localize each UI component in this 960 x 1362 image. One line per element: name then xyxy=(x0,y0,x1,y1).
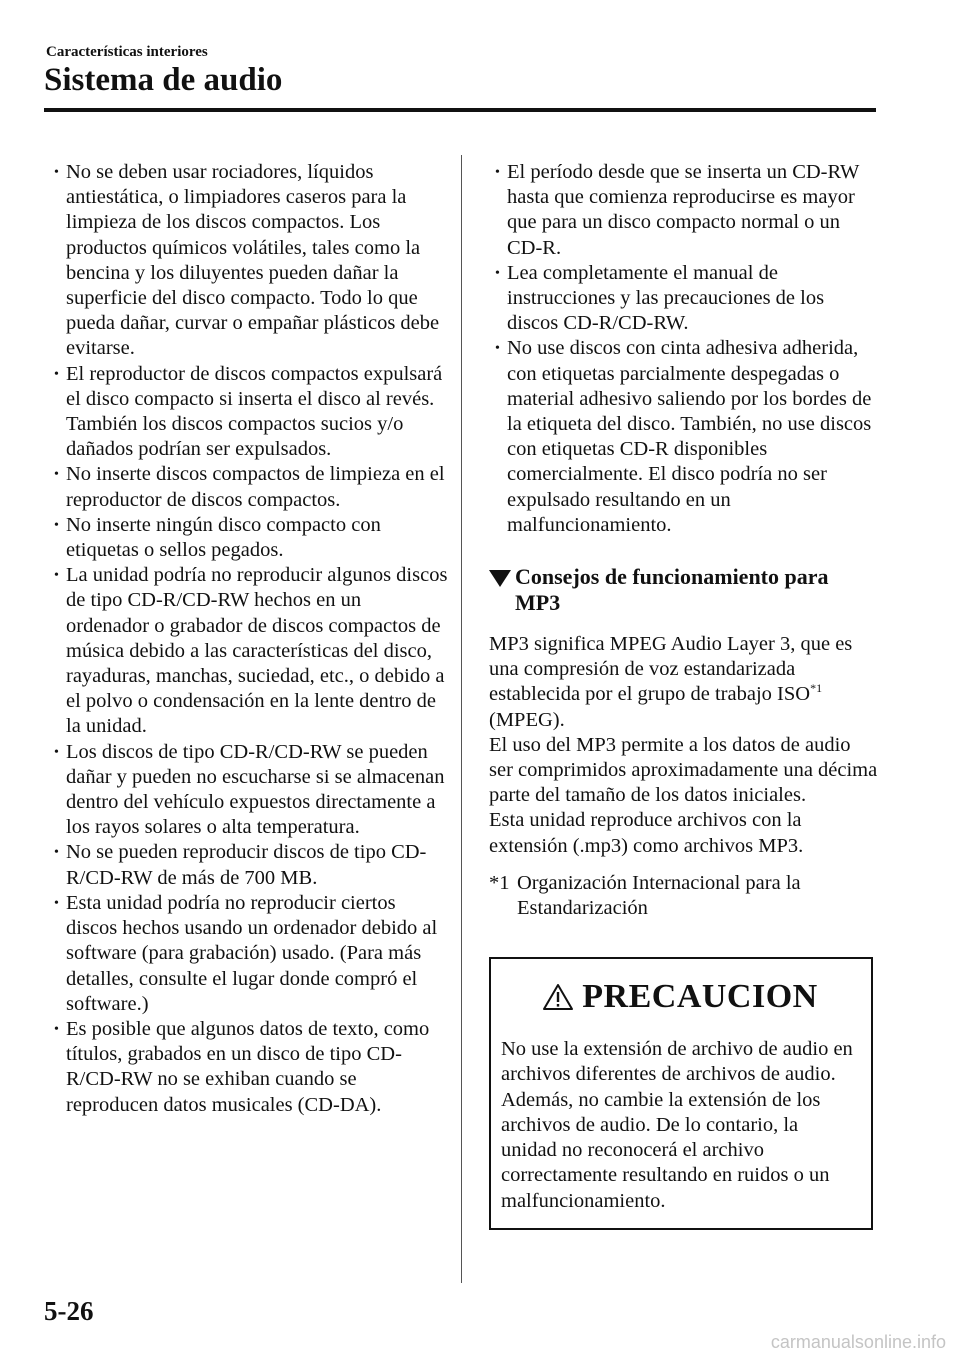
list-item: • No inserte discos compactos de limpieza en el reproductor de discos compactos. xyxy=(48,462,448,512)
left-bullet-list xyxy=(48,160,448,1118)
footnote-mark: *1 xyxy=(489,871,510,894)
mp3-compression-paragraph: El uso del MP3 permite a los datos de audio ser comprimidos aproximadamente una décima parte del tamaño de los datos iniciales. xyxy=(489,733,878,807)
right-bullet-list xyxy=(489,160,879,538)
list-item: • No se deben usar rociadores, líquidos antiestática, o limpiadores caseros para la limpieza de los discos compactos. Los productos químicos volátiles, tales como la bencina y los diluyentes pueden dañar la superficie del disco compacto. Todo lo que pueda dañar, curvar o empañar plásticos debe evitarse. xyxy=(48,160,448,362)
caution-header xyxy=(501,975,859,1019)
paragraph-text: (MPEG). xyxy=(489,708,565,731)
section-label: Características interiores xyxy=(46,44,208,60)
header-divider xyxy=(44,108,876,112)
left-column xyxy=(48,160,448,1118)
list-item: • No se pueden reproducir discos de tipo CD-R/CD-RW de más de 700 MB. xyxy=(48,840,448,890)
list-item: • Esta unidad podría no reproducir ciertos discos hechos usando un ordenador debido al software (para grabación) usado. (Para más detalles, consulte el lugar donde compró el software.) xyxy=(48,891,448,1017)
list-item: • La unidad podría no reproducir algunos discos de tipo CD-R/CD-RW hechos en un ordenador o grabador de discos compactos de música debido a las características del disco, rayaduras, manchas, suciedad, etc., o debido a el polvo o condensación en la lente dentro de la unidad. xyxy=(48,563,448,739)
paragraph-text: MP3 significa MPEG Audio Layer 3, que es una compresión de voz estandarizada establecida por el grupo de trabajo ISO xyxy=(489,633,853,706)
list-item: • No use discos con cinta adhesiva adherida, con etiquetas parcialmente despegadas o material adhesivo saliendo por los bordes de la etiqueta del disco. También, no use discos con etiquetas CD-R disponibles comercialmente. El disco podría no ser expulsado resultando en un malfuncionamiento. xyxy=(489,336,879,538)
list-item: • Lea completamente el manual de instrucciones y las precauciones de los discos CD-R/CD-RW. xyxy=(489,261,879,337)
page-title: Sistema de audio xyxy=(44,62,283,98)
warning-triangle-icon xyxy=(542,983,574,1011)
list-item: • El período desde que se inserta un CD-RW hasta que comienza reproducirse es mayor que para un disco compacto normal o un CD-R. xyxy=(489,160,879,261)
mp3-definition-paragraph xyxy=(489,632,879,733)
column-divider xyxy=(461,155,462,1283)
caution-body: No use la extensión de archivo de audio en archivos diferentes de archivos de audio. Además, no cambie la extensión de los archivos de audio. De lo contario, la unidad no reconocerá el archivo correctamente resultando en ruidos o un malfuncionamiento. xyxy=(501,1038,853,1212)
subheading-text: Consejos de funcionamiento para MP3 xyxy=(515,564,829,616)
list-item: • No inserte ningún disco compacto con etiquetas o sellos pegados. xyxy=(48,513,448,563)
list-item: • Los discos de tipo CD-R/CD-RW se pueden dañar y pueden no escucharse si se almacenan dentro del vehículo expuestos directamente a los rayos solares o alta temperatura. xyxy=(48,740,448,841)
right-column xyxy=(489,160,879,1230)
footnote-text: Organización Internacional para la Estandarización xyxy=(517,871,801,920)
list-item: • Es posible que algunos datos de texto, como títulos, grabados en un disco de tipo CD-R/CD-RW no se exhiban cuando se reproducen datos musicales (CD-DA). xyxy=(48,1017,448,1118)
footnote xyxy=(489,871,879,921)
list-item: • El reproductor de discos compactos expulsará el disco compacto si inserta el disco al revés. También los discos compactos sucios y/o dañados podrían ser expulsados. xyxy=(48,362,448,463)
footnote-reference: *1 xyxy=(810,681,823,696)
triangle-bullet-icon xyxy=(489,570,511,587)
page-number: 5-26 xyxy=(44,1296,94,1326)
mp3-subheading xyxy=(489,564,879,616)
watermark: carmanualsonline.info xyxy=(770,1332,946,1352)
caution-title: PRECAUCION xyxy=(582,978,818,1016)
caution-box xyxy=(489,957,873,1229)
mp3-extension-paragraph: Esta unidad reproduce archivos con la extensión (.mp3) como archivos MP3. xyxy=(489,809,804,857)
